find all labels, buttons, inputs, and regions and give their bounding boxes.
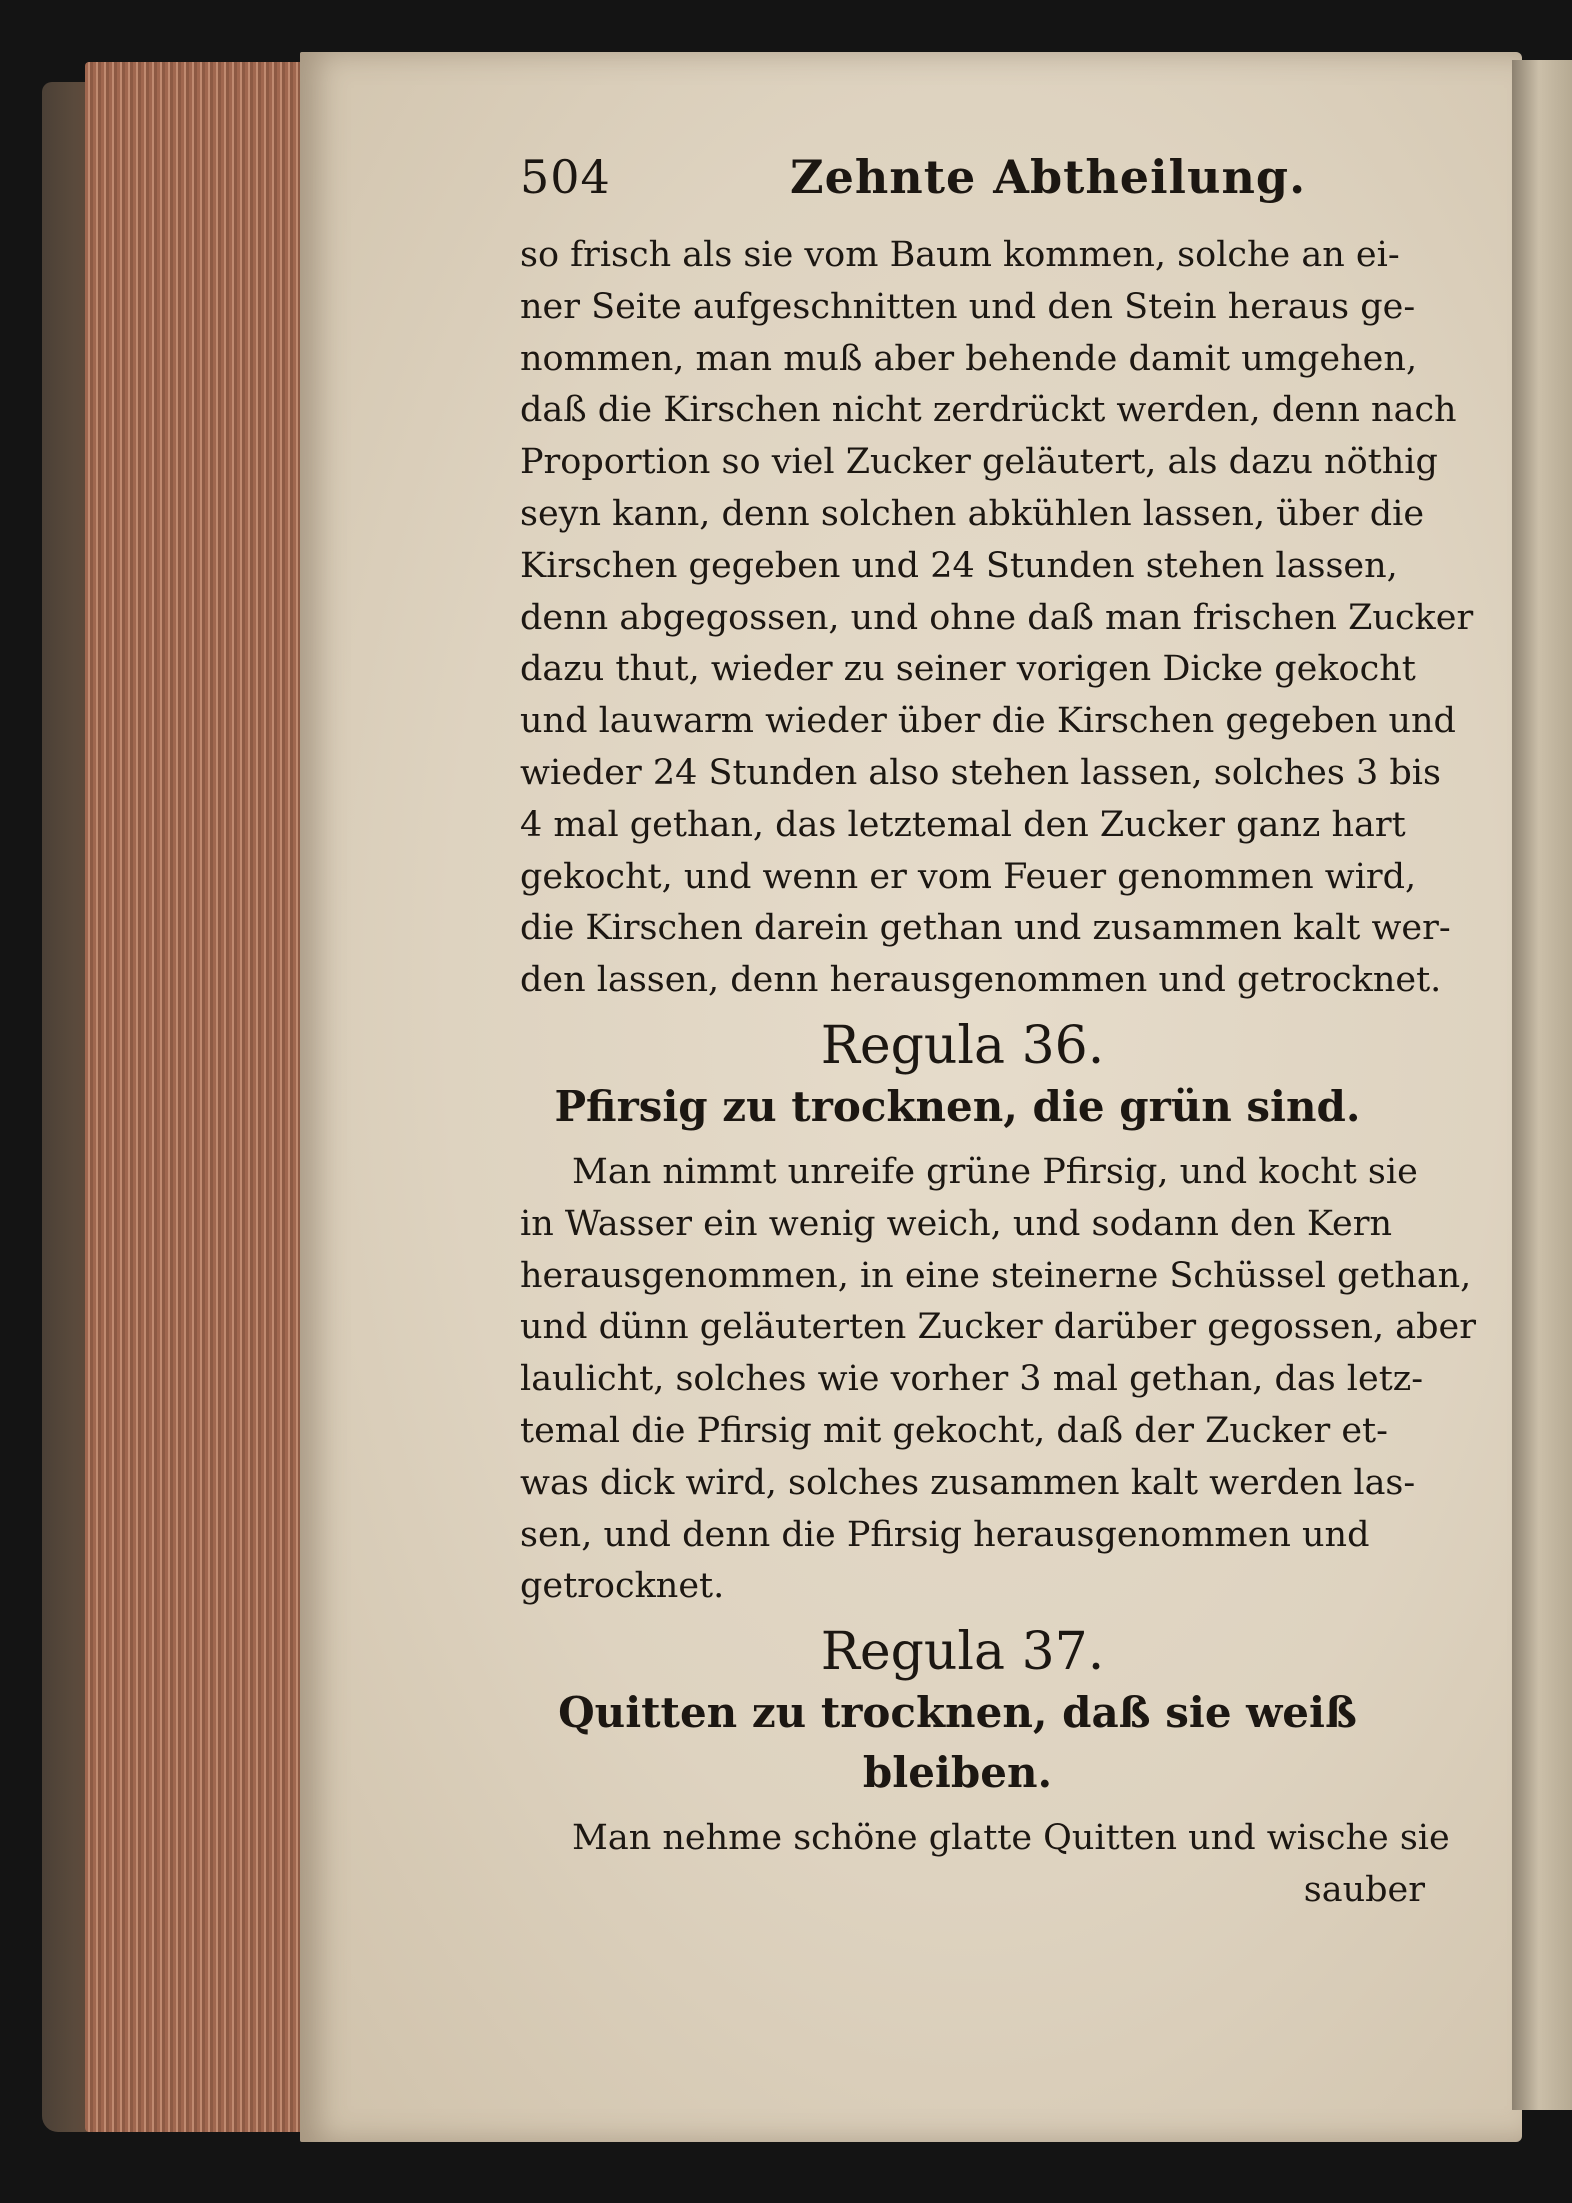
page-edges [85,62,315,2132]
paragraph-peaches [520,1147,1476,1613]
text-line: nommen, man muß aber behende damit umgehen, [520,338,1418,379]
paragraph-quinces [520,1813,1450,1917]
text-line: in Wasser ein wenig weich, und sodann den Kern [520,1203,1393,1244]
section-title: Zehnte Abtheilung. [790,150,1307,204]
text-line: Man nimmt unreife grüne Pfirsig, und kocht sie [572,1151,1418,1192]
text-line: 4 mal gethan, das letztemal den Zucker ganz hart [520,804,1406,845]
text-line: den lassen, denn herausgenommen und getrocknet. [520,960,1442,1001]
text-line: und lauwarm wieder über die Kirschen gegeben und [520,701,1456,742]
text-line: ner Seite aufgeschnitten und den Stein heraus ge- [520,286,1416,327]
paragraph-cherries [520,230,1474,1007]
text-line: Kirschen gegeben und 24 Stunden stehen lassen, [520,545,1398,586]
facing-page-edge [1512,60,1572,2110]
text-line: wieder 24 Stunden also stehen lassen, solches 3 bis [520,752,1441,793]
text-line: was dick wird, solches zusammen kalt werden las- [520,1462,1416,1503]
text-line: getrocknet. [520,1566,725,1607]
text-line: gekocht, und wenn er vom Feuer genommen wird, [520,856,1417,897]
rule-37-heading: Regula 37. [820,1622,1105,1683]
text-line: daß die Kirschen nicht zerdrückt werden, denn nach [520,390,1457,431]
text-line: so frisch als sie vom Baum kommen, solche an ei- [520,235,1400,275]
text-line: Man nehme schöne glatte Quitten und wische sie [572,1818,1450,1859]
text-line: herausgenommen, in eine steinerne Schüssel gethan, [520,1255,1472,1296]
catchword: sauber [1303,1869,1425,1910]
rule-36-heading: Regula 36. [820,1015,1105,1076]
page-number: 504 [520,150,611,204]
text-line: Proportion so viel Zucker geläutert, als dazu nöthig [520,442,1438,483]
text-line: die Kirschen darein gethan und zusammen kalt wer- [520,908,1451,949]
rule-37-subtitle: Quitten zu trocknen, daß sie weiß bleiben. [558,1688,1357,1798]
text-line: denn abgegossen, und ohne daß man frischen Zucker [520,597,1474,638]
text-line: sen, und denn die Pfirsig herausgenommen und [520,1514,1370,1555]
text-line: seyn kann, denn solchen abkühlen lassen, über die [520,493,1425,534]
text-line: und dünn geläuterten Zucker darüber gegossen, aber [520,1307,1476,1348]
running-head [520,150,1425,230]
rule-36-subtitle: Pfirsig zu trocknen, die grün sind. [554,1081,1361,1131]
page-content [520,150,1476,1917]
text-line: temal die Pfirsig mit gekocht, daß der Zucker et- [520,1410,1388,1451]
text-line: laulicht, solches wie vorher 3 mal gethan, das letz- [520,1359,1424,1400]
text-line: dazu thut, wieder zu seiner vorigen Dicke gekocht [520,649,1416,690]
